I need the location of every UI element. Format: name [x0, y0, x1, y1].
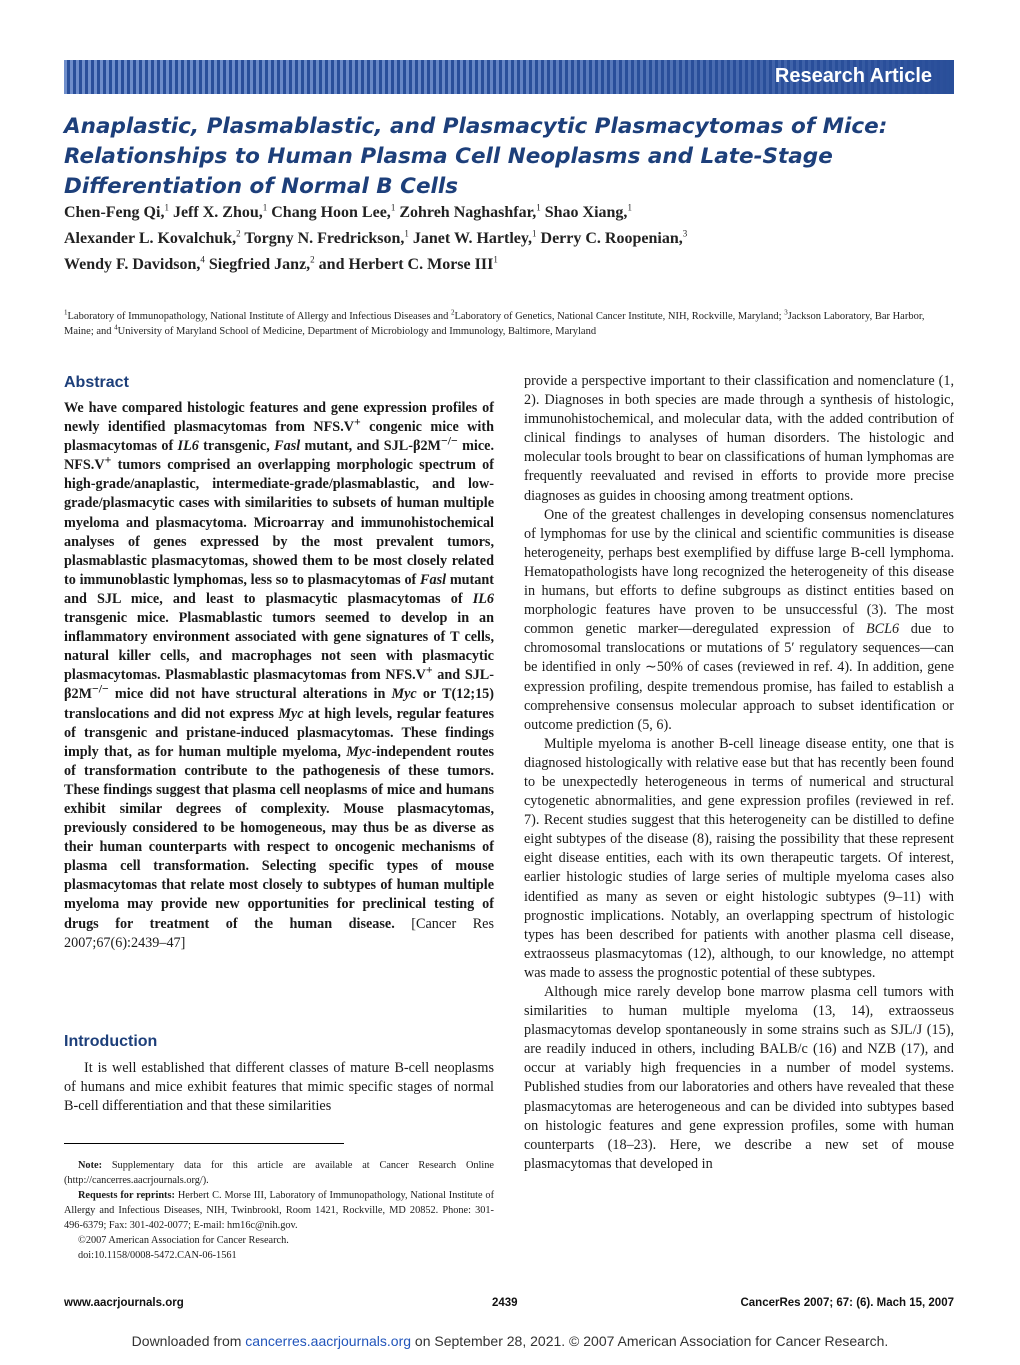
paragraph: It is well established that different classes of mature B-cell neoplasms of humans and mice exhibit features that mimic specific stages of normal B-cell differentiation and that these similarities — [64, 1060, 494, 1115]
author-affiliation-mark: 1 — [532, 228, 537, 239]
author-affiliation-mark: 1 — [493, 254, 498, 265]
right-column-body — [524, 372, 954, 1174]
introduction-heading: Introduction — [64, 1033, 158, 1050]
affiliations: $^1$Laboratory of Immunopathology, National Institute of Allergy and Infectious Diseases and $^2$Laboratory of Genetics, National Cancer Institute, NIH, Rockville, Maryland; $^3$Jackson Laboratory, Bar Harbor, Maine; and $^4$University of Maryland School of Medicine, Department of Microbiology and Immunology, Baltimore, Maryland — [64, 308, 925, 337]
author-affiliation-mark: 1 — [262, 202, 268, 213]
author: Shao Xiang, — [544, 204, 628, 221]
article-type-banner — [64, 60, 954, 94]
download-link[interactable]: cancerres.aacrjournals.org — [245, 1333, 412, 1349]
author: Derry C. Roopenian, — [540, 230, 683, 247]
author: Zohreh Naghashfar, — [399, 204, 537, 221]
author: and Herbert C. Morse III — [318, 256, 494, 273]
article-type-label: Research Article — [774, 65, 932, 87]
affiliation-2: Laboratory of Genetics, National Cancer Institute, NIH, Rockville, Maryland; — [454, 311, 785, 322]
author-affiliation-mark: 1 — [536, 202, 541, 213]
footer-journal: CancerRes 2007; 67: (6). Mach 15, 2007 — [740, 1297, 954, 1309]
author: Chang Hoon Lee, — [271, 204, 391, 221]
author-affiliation-mark: 1 — [390, 202, 396, 213]
author: Jeff X. Zhou, — [172, 204, 263, 221]
author-affiliation-mark: 3 — [682, 228, 688, 239]
author-list — [64, 200, 954, 278]
article-title: Anaplastic, Plasmablastic, and Plasmacytic Plasmacytomas of Mice: Relationships to Human Plasma Cell Neoplasms and Late-Stage Differentiation of Normal B Cells — [64, 114, 888, 199]
author-affiliation-mark: 1 — [627, 202, 632, 213]
introduction-body — [64, 1059, 494, 1116]
author: Alexander L. Kovalchuk, — [64, 230, 237, 247]
footer-website[interactable]: www.aacrjournals.org — [64, 1297, 184, 1309]
author-affiliation-mark: 1 — [404, 228, 409, 239]
doi[interactable]: doi:10.1158/0008-5472.CAN-06-1561 — [78, 1250, 237, 1261]
author: Janet W. Hartley, — [412, 230, 533, 247]
author: Siegfried Janz, — [208, 256, 311, 273]
paragraph: Multiple myeloma is another B-cell lineage disease entity, one that is diagnosed histologically with relative ease but that has recently been found to be unexpectedly heterogeneous in terms of numerical and structural cytogenetic abnormalities, and gene expression profiles (reviewed in ref. 7). Recent studies suggest that this heterogeneity can be distilled to define eight subtypes of the disease (8), raising the possibility that these represent eight disease entities, each with its own therapeutic targets. Of interest, earlier histologic studies of large series of multiple myeloma cases also identified as many as seven or eight histologic subtypes (9–11) with prognostic implications. Notably, an overlapping spectrum of histologic types has been described for patients with another plasma cell disease, extraosseus plasmacytomas (12), although, to our knowledge, no attempt was made to assess the prognostic potential of these subtypes. — [524, 735, 954, 981]
paragraph: provide a perspective important to their classification and nomenclature (1, 2). Diagnoses in both species are made through a synthesis of histologic, immunohistochemical, and molecular data, with the added contribution of clinical findings to analyses of human disorders. The histologic and molecular tools brought to bear on classifications of human lymphomas are frequently reevaluated and revised in efforts to provide more precise diagnoses as guides in choosing among treatment options. — [524, 373, 954, 504]
author: Torgny N. Fredrickson, — [244, 230, 405, 247]
affiliation-1: Laboratory of Immunopathology, National Institute of Allergy and Infectious Diseases and — [67, 311, 451, 322]
author-affiliation-mark: 4 — [200, 254, 205, 265]
paragraph: One of the greatest challenges in developing consensus nomenclatures of lymphomas for use by the clinical and scientific communities is disease heterogeneity, perhaps best exemplified by diffuse large B-cell lymphoma. Hematopathologists have long recognized the heterogeneity of this disease in humans, but efforts to define subgroups as distinct entities based on morphologic features have proven to be unsuccessful (3). The most common genetic marker—deregulated expression of BCL6 due to chromosomal translocations or mutations of 5′ regulatory sequences—can be identified in only ∼50% of cases (reviewed in ref. 4). In addition, gene expression profiling, despite tremendous promise, has failed to establish a comprehensive consensus molecular approach to subset identification or outcome prediction (5, 6). — [524, 506, 954, 733]
reprint-text: Herbert C. Morse III, Laboratory of Immunopathology, National Institute of Allergy and Infectious Diseases, NIH, Twinbrookl, Room 1421, Rockville, MD 20852. Phone: 301-496-6379; Fax: 301-402-0077; E-mail: hm16c@nih.gov. — [64, 1190, 494, 1231]
footnotes — [64, 1158, 494, 1263]
abstract-heading: Abstract — [64, 374, 129, 391]
author: Chen-Feng Qi, — [64, 204, 165, 221]
download-notice: Downloaded from cancerres.aacrjournals.org on September 28, 2021. © 2007 American Association for Cancer Research. — [131, 1333, 889, 1349]
author-affiliation-mark: 1 — [164, 202, 169, 213]
affiliation-4: University of Maryland School of Medicine, Department of Microbiology and Immunology, Baltimore, Maryland — [117, 325, 597, 337]
note-text: Supplementary data for this article are available at Cancer Research Online (http://cancerres.aacrjournals.org/). — [64, 1160, 494, 1186]
note-label: Note: — [78, 1160, 103, 1171]
citation: [Cancer Res 2007;67(6):2439–47] — [64, 915, 494, 951]
page-number: 2439 — [492, 1297, 518, 1309]
author-affiliation-mark: 2 — [310, 254, 315, 265]
reprint-label: Requests for reprints: — [78, 1190, 175, 1201]
paragraph: Although mice rarely develop bone marrow plasma cell tumors with similarities to human multiple myeloma (13, 14), extraosseus plasmacytomas develop spontaneously in some strains such as SJL/J (15), are readily induced in others, including BALB/c (16) and NZB (17), and occur at variably high frequencies in a number of model systems. Published studies from our laboratories and others have revealed that these plasmacytomas are heterogeneous and can be divided into subtypes based on histologic features and gene expression profiles, some with human counterparts (18–23). Here, we describe a new set of mouse plasmacytomas that developed in — [524, 984, 954, 1172]
author-affiliation-mark: 2 — [236, 228, 241, 239]
affiliation-3: Jackson Laboratory, Bar Harbor, Maine; and — [64, 311, 925, 337]
copyright-note: ©2007 American Association for Cancer Research. — [78, 1235, 289, 1246]
footnote-rule — [64, 1143, 344, 1144]
abstract-body: We have compared histologic features and gene expression profiles of newly identified plasmacytomas from NFS.V+ congenic mice with plasmacytomas of IL6 transgenic, Fasl mutant, and SJL-β2M−/− mice. NFS.V+ tumors comprised an overlapping morphologic spectrum of high-grade/anaplastic, intermediate-grade/plasmablastic, and low-grade/plasmacytic cases with similarities to subsets of human multiple myeloma and plasmacytoma. Microarray and immunohistochemical analyses of genes expressed by the most prevalent tumors, plasmablastic plasmacytomas, showed them to be most closely related to immunoblastic lymphomas, less so to plasmacytomas of Fasl mutant and SJL mice, and least to plasmacytic plasmacytomas of IL6 transgenic mice. Plasmablastic tumors seemed to develop in an inflammatory environment associated with gene signatures of T cells, natural killer cells, and macrophages not seen with plasmacytic plasmacytomas. Plasmablastic plasmacytomas from NFS.V+ and SJL-β2M−/− mice did not have structural alterations in Myc or T(12;15) translocations and did not express Myc at high levels, regular features of transgenic and pristane-induced plasmacytomas. These findings imply that, as for human multiple myeloma, Myc-independent routes of transformation contribute to the pathogenesis of these tumors. These findings suggest that plasma cell neoplasms of mice and humans exhibit similar degrees of complexity. Mouse plasmacytomas, previously considered to be homogeneous, may thus be as diverse as their human counterparts with respect to oncogenic mechanisms of plasma cell transformation. Selecting specific types of mouse plasmacytomas that relate most closely to subtypes of human multiple myeloma may provide new opportunities for preclinical testing of drugs for treatment of the human disease. [Cancer Res 2007;67(6):2439–47] — [64, 400, 495, 951]
author: Wendy F. Davidson, — [64, 256, 201, 273]
